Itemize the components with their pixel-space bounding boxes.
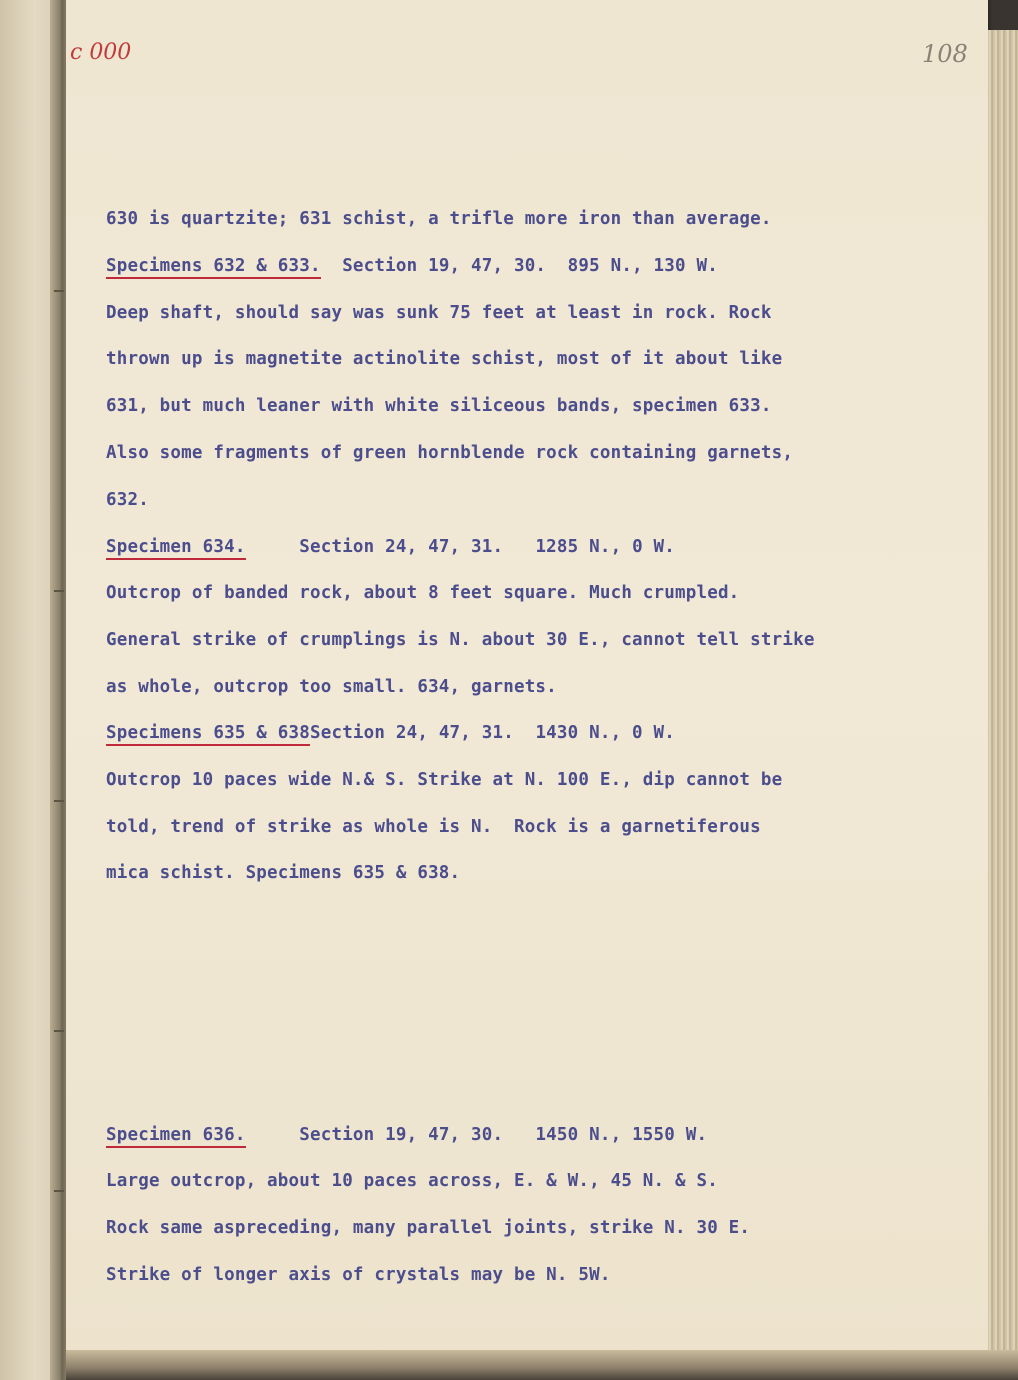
- text-line: [106, 254, 718, 278]
- location-text: Section 19, 47, 30. 1450 N., 1550 W.: [245, 1125, 708, 1145]
- specimen-heading: Specimen 634.: [106, 537, 246, 560]
- specimen-heading: Specimens 632 & 633.: [106, 256, 321, 279]
- text-line: 631, but much leaner with white siliceous bands, specimen 633.: [106, 396, 772, 416]
- text-line: [106, 721, 675, 745]
- text-line: Outcrop of banded rock, about 8 feet square. Much crumpled.: [106, 583, 740, 603]
- page-bottom-edge: [66, 1350, 1018, 1380]
- specimen-heading: Specimens 635 & 638: [106, 723, 310, 746]
- text-line: Strike of longer axis of crystals may be N. 5W.: [106, 1265, 611, 1285]
- location-text: Section 24, 47, 31. 1285 N., 0 W.: [245, 537, 676, 557]
- text-line: [106, 1123, 707, 1147]
- text-line: General strike of crumplings is N. about 30 E., cannot tell strike: [106, 630, 815, 650]
- text-line: Outcrop 10 paces wide N.& S. Strike at N. 100 E., dip cannot be: [106, 770, 783, 790]
- text-line: [106, 535, 675, 559]
- text-line: 630 is quartzite; 631 schist, a trifle more iron than average.: [106, 209, 772, 229]
- page-stack-edge: [988, 30, 1018, 1360]
- text-line: thrown up is magnetite actinolite schist, most of it about like: [106, 349, 783, 369]
- page-number: 108: [922, 40, 968, 68]
- text-line: Deep shaft, should say was sunk 75 feet at least in rock. Rock: [106, 303, 772, 323]
- corner-annotation: c 000: [70, 40, 132, 65]
- location-text: Section 19, 47, 30. 895 N., 130 W.: [320, 256, 718, 276]
- text-line: Rock same aspreceding, many parallel joints, strike N. 30 E.: [106, 1218, 751, 1238]
- text-line: Large outcrop, about 10 paces across, E. & W., 45 N. & S.: [106, 1171, 718, 1191]
- location-text: Section 24, 47, 31. 1430 N., 0 W.: [309, 723, 676, 743]
- specimen-heading: Specimen 636.: [106, 1125, 246, 1148]
- text-line: told, trend of strike as whole is N. Rock is a garnetiferous: [106, 817, 761, 837]
- text-line: Also some fragments of green hornblende rock containing garnets,: [106, 443, 794, 463]
- text-line: mica schist. Specimens 635 & 638.: [106, 863, 461, 883]
- text-line: 632.: [106, 490, 149, 510]
- text-line: as whole, outcrop too small. 634, garnets.: [106, 677, 557, 697]
